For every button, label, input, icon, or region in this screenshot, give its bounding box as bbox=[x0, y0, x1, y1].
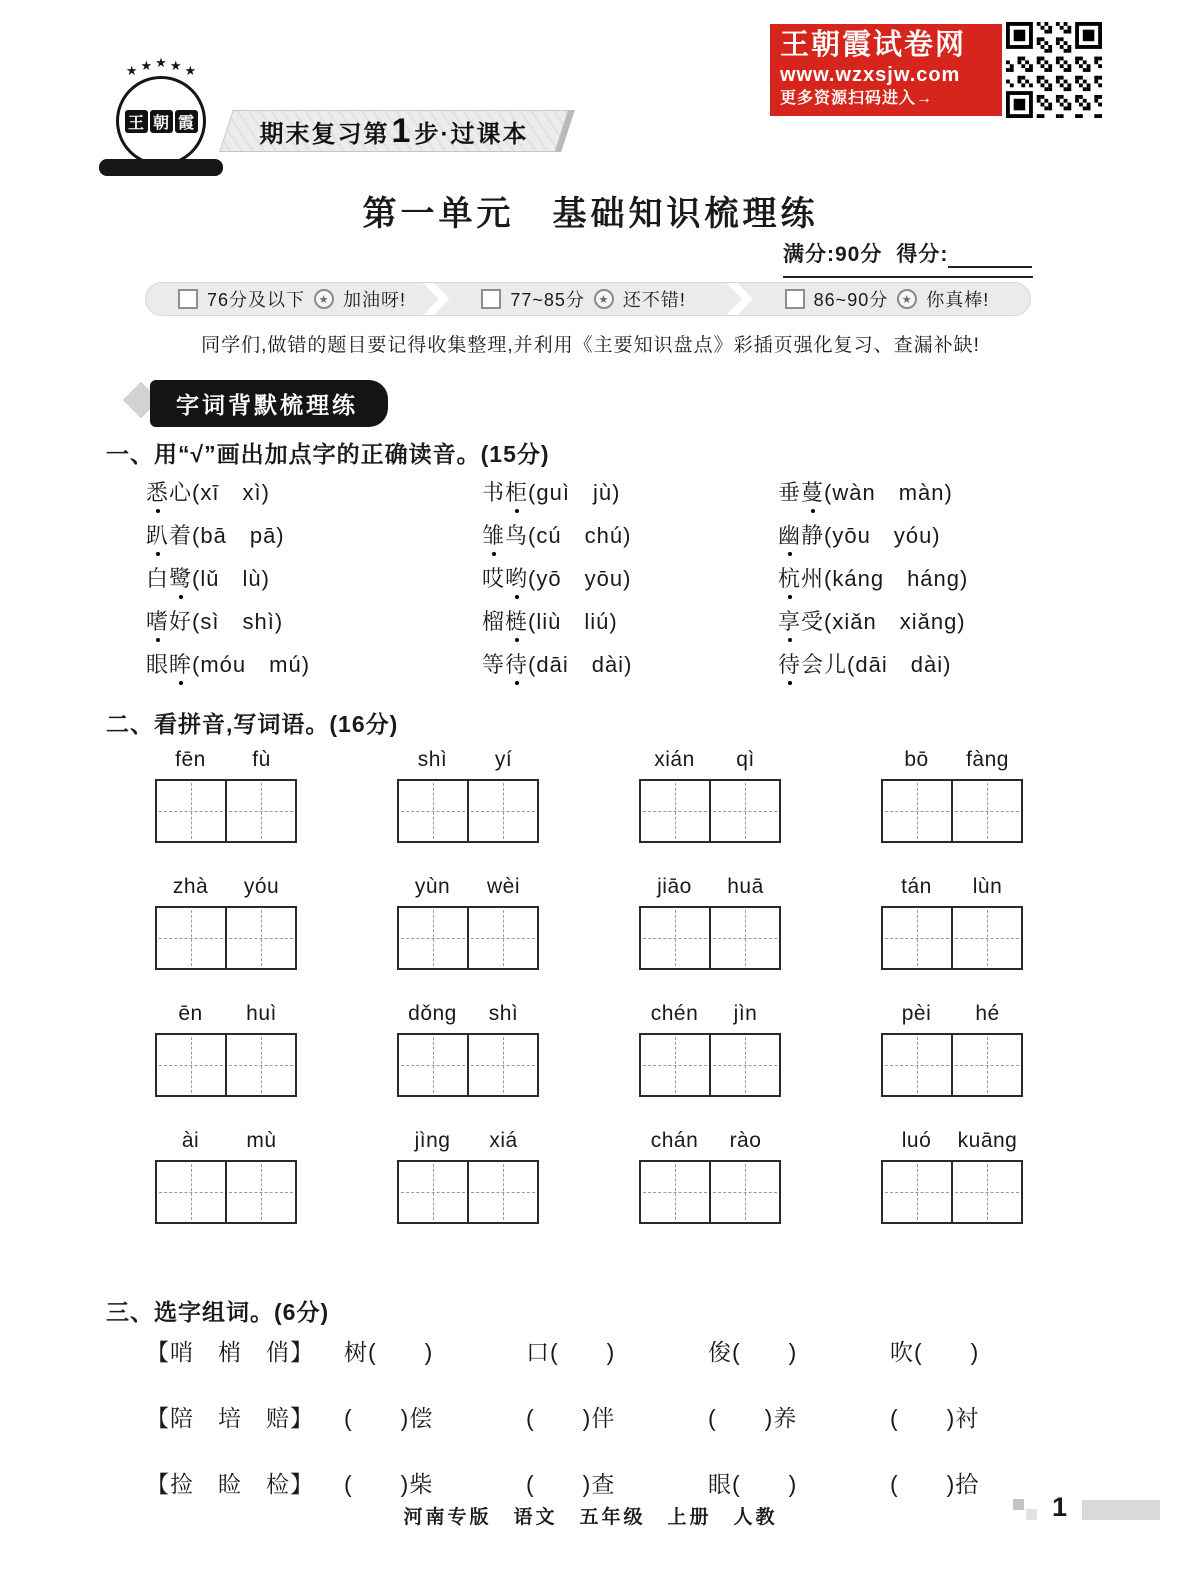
footer-bar bbox=[1082, 1500, 1160, 1520]
writing-cell[interactable] bbox=[225, 781, 295, 841]
writing-cell[interactable] bbox=[225, 1035, 295, 1095]
qr-code bbox=[1006, 22, 1102, 118]
q2-group bbox=[881, 1002, 1023, 1097]
q2-pinyin: luó kuāng bbox=[901, 1129, 1018, 1152]
q2-group bbox=[881, 875, 1023, 970]
brand-logo bbox=[95, 56, 227, 198]
q1-item: 待会儿(dāi dài) bbox=[778, 652, 952, 677]
score-range-label: 76分及以下 bbox=[207, 290, 306, 310]
writing-cell[interactable] bbox=[157, 908, 225, 968]
q2-grid bbox=[155, 748, 1023, 1224]
q1-item: 雏鸟(cú chú) bbox=[482, 523, 632, 548]
arrow-separator-icon bbox=[727, 283, 753, 315]
q2-pinyin: dǒng shì bbox=[408, 1002, 519, 1025]
q1-pinyin-options: (cú chú) bbox=[528, 523, 632, 548]
footer-info: 河南专版 语文 五年级 上册 人教 bbox=[403, 1507, 778, 1528]
writing-box[interactable] bbox=[639, 1160, 781, 1224]
writing-cell[interactable] bbox=[399, 781, 467, 841]
q3-options: 【捡 睑 检】 bbox=[146, 1471, 314, 1497]
writing-cell[interactable] bbox=[641, 1035, 709, 1095]
writing-cell[interactable] bbox=[951, 1162, 1021, 1222]
writing-box[interactable] bbox=[397, 779, 539, 843]
site-name: 王朝霞试卷网 bbox=[780, 29, 967, 61]
q1-pinyin-options: (yōu yóu) bbox=[824, 523, 941, 548]
writing-cell[interactable] bbox=[951, 908, 1021, 968]
q3-title: 三、选字组词。(6分) bbox=[106, 1299, 330, 1325]
logo-emblem: 王 朝 霞 bbox=[116, 76, 206, 166]
writing-cell[interactable] bbox=[883, 781, 951, 841]
writing-cell[interactable] bbox=[467, 1162, 537, 1222]
q3-blank[interactable]: 吹( ) bbox=[890, 1339, 980, 1365]
q1-pinyin-options: (yō yōu) bbox=[528, 566, 632, 591]
q1-item: 白鹭(lǔ lù) bbox=[146, 566, 270, 591]
q2-group bbox=[155, 875, 297, 970]
arrow-separator-icon bbox=[423, 283, 449, 315]
score-segment bbox=[753, 283, 1030, 315]
banner-text bbox=[226, 110, 562, 152]
score-remark: 还不错! bbox=[622, 290, 686, 310]
writing-cell[interactable] bbox=[225, 1162, 295, 1222]
q3-blank[interactable]: ( )查 bbox=[526, 1471, 616, 1497]
q2-group bbox=[397, 748, 539, 843]
q2-pinyin: ēn huì bbox=[178, 1002, 277, 1025]
q3-row bbox=[146, 1334, 1072, 1367]
writing-box[interactable] bbox=[639, 906, 781, 970]
q3-blank[interactable]: ( )衬 bbox=[890, 1405, 980, 1431]
logo-stars-icon: ★ ★ ★ ★ ★ bbox=[125, 55, 197, 78]
q1-item: 享受(xiǎn xiǎng) bbox=[778, 609, 966, 634]
writing-cell[interactable] bbox=[641, 908, 709, 968]
q1-item: 榴梿(liù liú) bbox=[482, 609, 618, 634]
banner-suffix: 步·过课本 bbox=[414, 120, 529, 148]
writing-cell[interactable] bbox=[709, 1162, 779, 1222]
writing-box[interactable] bbox=[639, 1033, 781, 1097]
score-remark: 加油呀! bbox=[343, 290, 407, 310]
q2-group bbox=[397, 1129, 539, 1224]
great-face-icon: ★ bbox=[897, 289, 917, 309]
q1-pinyin-options: (guì jù) bbox=[528, 480, 621, 505]
got-score-label: 得分: bbox=[896, 243, 949, 266]
writing-box[interactable] bbox=[881, 1033, 1023, 1097]
q1-item: 幽静(yōu yóu) bbox=[778, 523, 941, 548]
q1-pinyin-options: (wàn màn) bbox=[824, 480, 953, 505]
score-remark: 你真棒! bbox=[926, 290, 990, 310]
writing-cell[interactable] bbox=[951, 781, 1021, 841]
q1-pinyin-options: (bā pā) bbox=[192, 523, 285, 548]
q3-blank[interactable]: ( )养 bbox=[708, 1405, 798, 1431]
writing-cell[interactable] bbox=[709, 908, 779, 968]
q3-blank[interactable]: ( )偿 bbox=[344, 1405, 434, 1431]
site-banner bbox=[770, 24, 1002, 116]
writing-cell[interactable] bbox=[951, 1035, 1021, 1095]
q3-options: 【哨 梢 俏】 bbox=[146, 1339, 314, 1365]
score-checkbox[interactable] bbox=[481, 289, 501, 309]
q2-group bbox=[639, 875, 781, 970]
q2-pinyin: jìng xiá bbox=[414, 1129, 518, 1152]
writing-box[interactable] bbox=[397, 906, 539, 970]
writing-cell[interactable] bbox=[709, 781, 779, 841]
score-info bbox=[783, 238, 1033, 278]
q1-pinyin-options: (sì shì) bbox=[192, 609, 284, 634]
section-badge bbox=[150, 380, 388, 427]
q1-pinyin-options: (dāi dài) bbox=[847, 652, 952, 677]
q2-group bbox=[155, 1002, 297, 1097]
full-score-label: 满分:90分 bbox=[783, 243, 883, 266]
writing-box[interactable] bbox=[397, 1160, 539, 1224]
scan-hint: 更多资源扫码进入→ bbox=[780, 90, 934, 107]
banner-step-number: 1 bbox=[391, 111, 413, 150]
writing-box[interactable] bbox=[881, 779, 1023, 843]
writing-cell[interactable] bbox=[883, 908, 951, 968]
q2-pinyin: chán rào bbox=[650, 1129, 762, 1152]
footer-deco-square bbox=[1026, 1509, 1037, 1520]
banner-prefix: 期末复习第 bbox=[259, 120, 390, 148]
footer-deco-square bbox=[1013, 1499, 1024, 1510]
q2-pinyin: tán lùn bbox=[901, 875, 1003, 898]
writing-cell[interactable] bbox=[399, 1035, 467, 1095]
q2-pinyin: xián qì bbox=[654, 748, 755, 771]
q2-pinyin: yùn wèi bbox=[414, 875, 520, 898]
writing-cell[interactable] bbox=[467, 908, 537, 968]
writing-box[interactable] bbox=[881, 1160, 1023, 1224]
q3-blank[interactable]: ( )伴 bbox=[526, 1405, 616, 1431]
page-number: 1 bbox=[1052, 1492, 1068, 1522]
writing-cell[interactable] bbox=[467, 781, 537, 841]
q1-item: 嗜好(sì shì) bbox=[146, 609, 284, 634]
q1-pinyin-options: (káng háng) bbox=[824, 566, 969, 591]
q1-grid bbox=[146, 480, 968, 678]
writing-cell[interactable] bbox=[399, 1162, 467, 1222]
writing-box[interactable] bbox=[639, 779, 781, 843]
writing-cell[interactable] bbox=[883, 1035, 951, 1095]
writing-box[interactable] bbox=[155, 1033, 297, 1097]
q2-pinyin: bō fàng bbox=[904, 748, 1009, 771]
writing-cell[interactable] bbox=[709, 1035, 779, 1095]
q2-pinyin: ài mù bbox=[181, 1129, 277, 1152]
writing-cell[interactable] bbox=[883, 1162, 951, 1222]
score-checkbox[interactable] bbox=[178, 289, 198, 309]
q3-blank[interactable]: ( )拾 bbox=[890, 1471, 980, 1497]
writing-cell[interactable] bbox=[641, 781, 709, 841]
q3-blank[interactable]: 树( ) bbox=[344, 1339, 434, 1365]
q1-item: 垂蔓(wàn màn) bbox=[778, 480, 953, 505]
q2-group bbox=[639, 1002, 781, 1097]
writing-box[interactable] bbox=[155, 906, 297, 970]
q2-group bbox=[397, 875, 539, 970]
score-checkbox[interactable] bbox=[785, 289, 805, 309]
q1-pinyin-options: (xī xì) bbox=[192, 480, 270, 505]
q3-row bbox=[146, 1466, 1072, 1499]
q1-title: 一、用“√”画出加点字的正确读音。(15分) bbox=[106, 441, 550, 467]
q3-options: 【陪 培 赔】 bbox=[146, 1405, 314, 1431]
score-bar bbox=[145, 282, 1031, 316]
section-title: 字词背默梳理练 bbox=[150, 380, 388, 427]
q1-pinyin-options: (xiǎn xiǎng) bbox=[824, 609, 966, 634]
q2-pinyin: pèi hé bbox=[901, 1002, 1000, 1025]
cheer-face-icon: ★ bbox=[314, 289, 334, 309]
writing-cell[interactable] bbox=[157, 781, 225, 841]
q1-item: 等待(dāi dài) bbox=[482, 652, 633, 677]
writing-cell[interactable] bbox=[467, 1035, 537, 1095]
writing-cell[interactable] bbox=[157, 1162, 225, 1222]
q3-blank[interactable]: ( )柴 bbox=[344, 1471, 434, 1497]
writing-box[interactable] bbox=[155, 779, 297, 843]
score-range-label: 86~90分 bbox=[813, 290, 889, 310]
writing-box[interactable] bbox=[397, 1033, 539, 1097]
exam-step-banner bbox=[226, 110, 562, 152]
q2-group bbox=[155, 748, 297, 843]
writing-cell[interactable] bbox=[225, 908, 295, 968]
writing-cell[interactable] bbox=[399, 908, 467, 968]
q2-pinyin: jiāo huā bbox=[657, 875, 764, 898]
tip-text: 同学们,做错的题目要记得收集整理,并利用《主要知识盘点》彩插页强化复习、查漏补缺! bbox=[201, 335, 980, 356]
page-title: 第一单元 基础知识梳理练 bbox=[362, 195, 819, 233]
q2-group bbox=[155, 1129, 297, 1224]
q2-title: 二、看拼音,写词语。(16分) bbox=[106, 711, 399, 737]
ok-face-icon: ★ bbox=[594, 289, 614, 309]
writing-box[interactable] bbox=[155, 1160, 297, 1224]
site-url[interactable]: www.wzxsjw.com bbox=[780, 64, 961, 86]
q2-group bbox=[881, 748, 1023, 843]
q1-pinyin-options: (lǔ lù) bbox=[192, 566, 270, 591]
q2-group bbox=[397, 1002, 539, 1097]
writing-cell[interactable] bbox=[157, 1035, 225, 1095]
q1-item: 书柜(guì jù) bbox=[482, 480, 621, 505]
q1-item: 眼眸(móu mú) bbox=[146, 652, 311, 677]
q2-pinyin: chén jìn bbox=[650, 1002, 758, 1025]
logo-ribbon bbox=[99, 159, 223, 176]
q2-group bbox=[639, 1129, 781, 1224]
q3-blank[interactable]: 口( ) bbox=[526, 1339, 616, 1365]
q3-row bbox=[146, 1400, 1072, 1433]
q2-pinyin: zhà yóu bbox=[172, 875, 280, 898]
score-range-label: 77~85分 bbox=[510, 290, 585, 310]
q1-item: 悉心(xī xì) bbox=[146, 480, 270, 505]
q3-blank[interactable]: 俊( ) bbox=[708, 1339, 798, 1365]
q2-group bbox=[639, 748, 781, 843]
score-segment bbox=[449, 283, 726, 315]
q1-pinyin-options: (liù liú) bbox=[528, 609, 618, 634]
score-segment bbox=[146, 283, 423, 315]
q1-pinyin-options: (dāi dài) bbox=[528, 652, 633, 677]
q1-item: 趴着(bā pā) bbox=[146, 523, 285, 548]
score-blank[interactable] bbox=[948, 248, 1032, 268]
writing-box[interactable] bbox=[881, 906, 1023, 970]
q2-pinyin: fēn fù bbox=[175, 748, 271, 771]
q1-item: 哎哟(yō yōu) bbox=[482, 566, 632, 591]
q1-pinyin-options: (móu mú) bbox=[192, 652, 311, 677]
q2-group bbox=[881, 1129, 1023, 1224]
q1-item: 杭州(káng háng) bbox=[778, 566, 969, 591]
q3-blank[interactable]: 眼( ) bbox=[708, 1471, 798, 1497]
writing-cell[interactable] bbox=[641, 1162, 709, 1222]
q2-pinyin: shì yí bbox=[417, 748, 513, 771]
